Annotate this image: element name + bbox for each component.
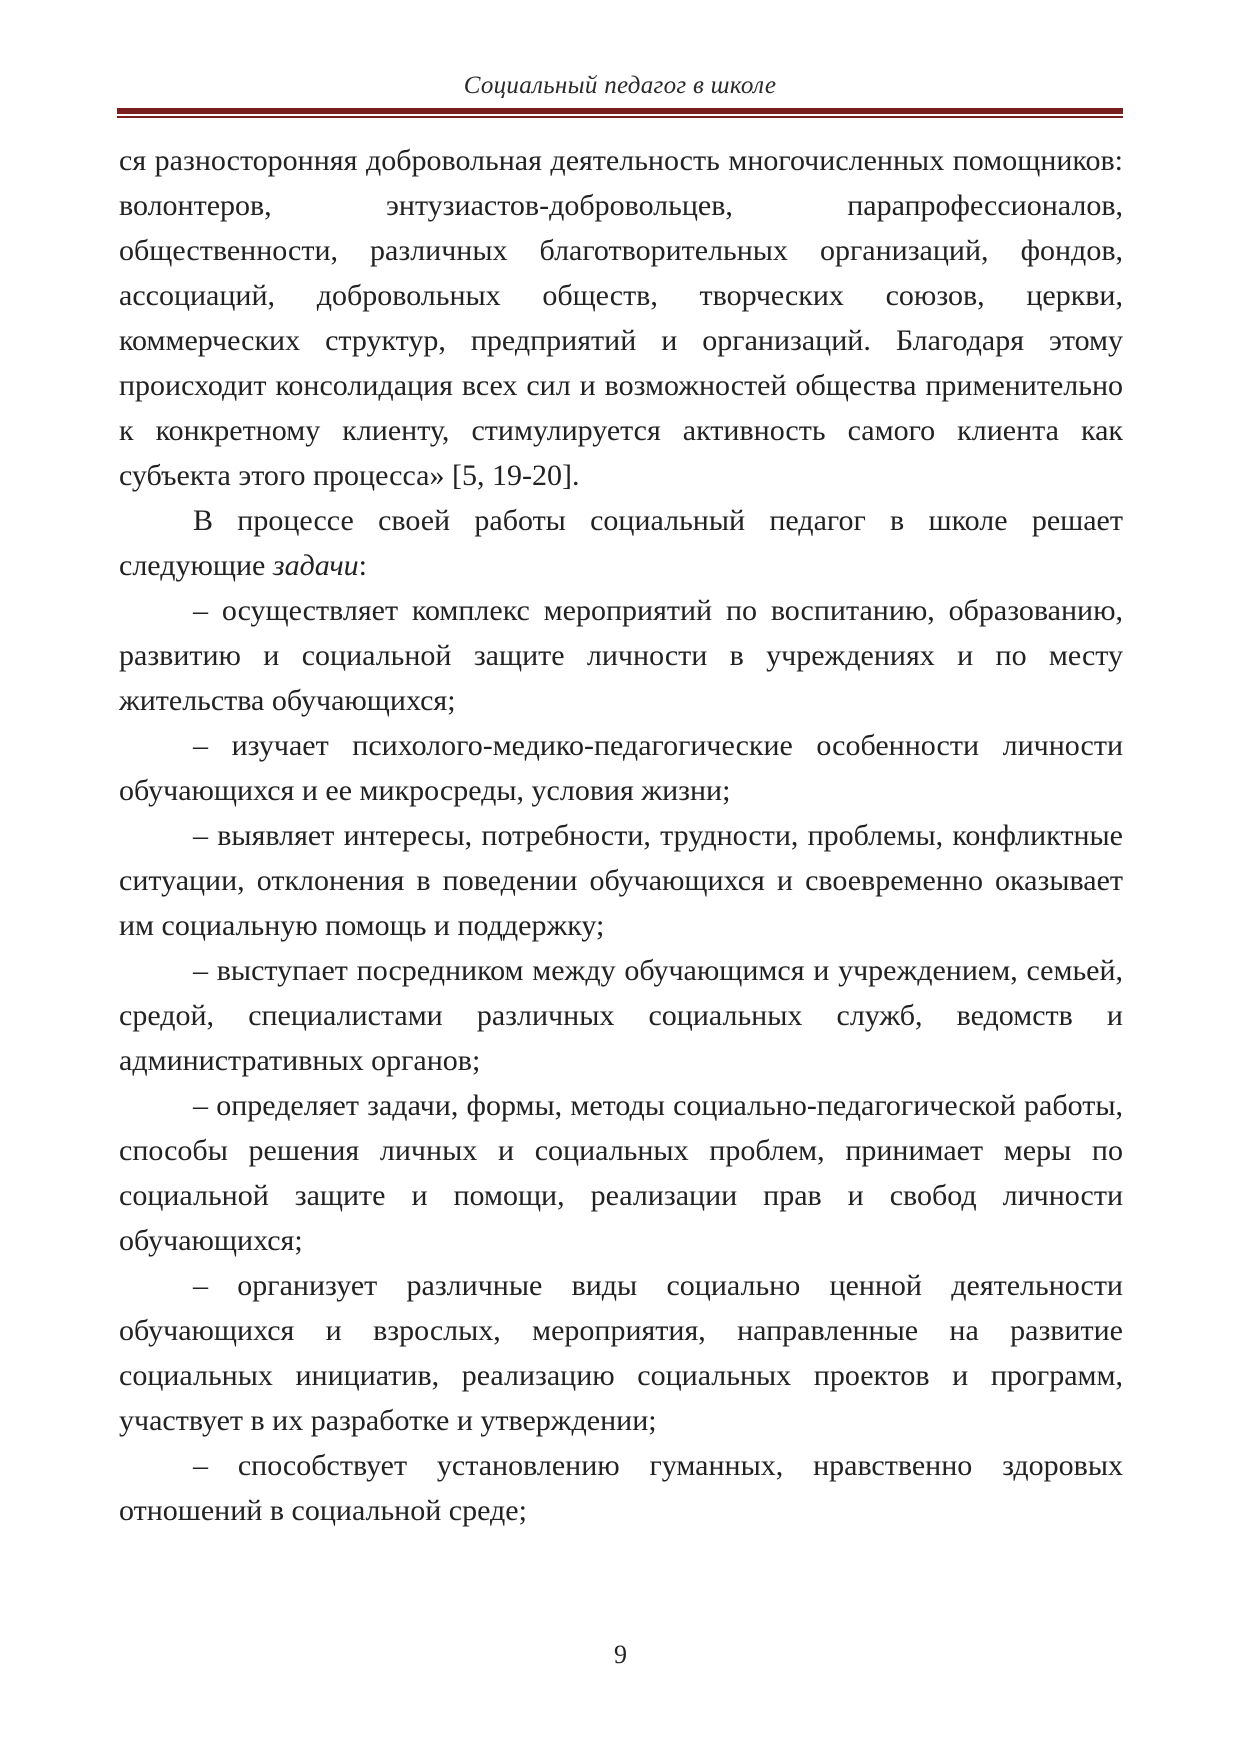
opening-paragraph: ся разносторонняя добровольная деятельность многочисленных помощников: волонтеров, энтузиастов-добровольцев, парапрофессионалов, общественности, различных благотворительных организаций, фондов, ассоциаций, добровольных обществ, творческих союзов, церкви, коммерческих структур, предприятий и организаций. Благодаря этому происходит консолидация всех сил и возможностей общества применительно к конкретному клиенту, стимулируется активность самого клиента как субъекта этого процесса» [5, 19-20]. [119, 144, 1123, 492]
task-item: – организует различные виды социально ценной деятельности обучающихся и взрослых, мероприятия, направленные на развитие социальных инициатив, реализацию социальных проектов и программ, участвует в их разработке и утверждении; [119, 1269, 1123, 1437]
header-rule-thin [117, 116, 1123, 118]
body-text [119, 138, 1123, 1533]
task-item: – осуществляет комплекс мероприятий по воспитанию, образованию, развитию и социальной защите личности в учреждениях и по месту жительства обучающихся; [119, 594, 1123, 717]
intro-text: В процессе своей работы социальный педагог в школе решает следующие [119, 504, 1123, 582]
header-rule [117, 108, 1123, 114]
intro-colon: : [358, 549, 367, 582]
task-item: – выявляет интересы, потребности, трудности, проблемы, конфликтные ситуации, отклонения в поведении обучающихся и своевременно оказывает им социальную помощь и поддержку; [119, 819, 1123, 942]
intro-emphasis: задачи [272, 549, 359, 582]
task-item: – изучает психолого-медико-педагогические особенности личности обучающихся и ее микросреды, условия жизни; [119, 729, 1123, 807]
running-header: Социальный педагог в школе [463, 72, 777, 99]
task-item: – способствует установлению гуманных, нравственно здоровых отношений в социальной среде; [119, 1449, 1123, 1527]
page-number: 9 [614, 1640, 627, 1669]
intro-paragraph [119, 498, 1123, 588]
task-item: – определяет задачи, формы, методы социально-педагогической работы, способы решения личных и социальных проблем, принимает меры по социальной защите и помощи, реализации прав и свобод личности обучающихся; [119, 1089, 1123, 1257]
task-item: – выступает посредником между обучающимся и учреждением, семьей, средой, специалистами различных социальных служб, ведомств и административных органов; [119, 954, 1123, 1077]
